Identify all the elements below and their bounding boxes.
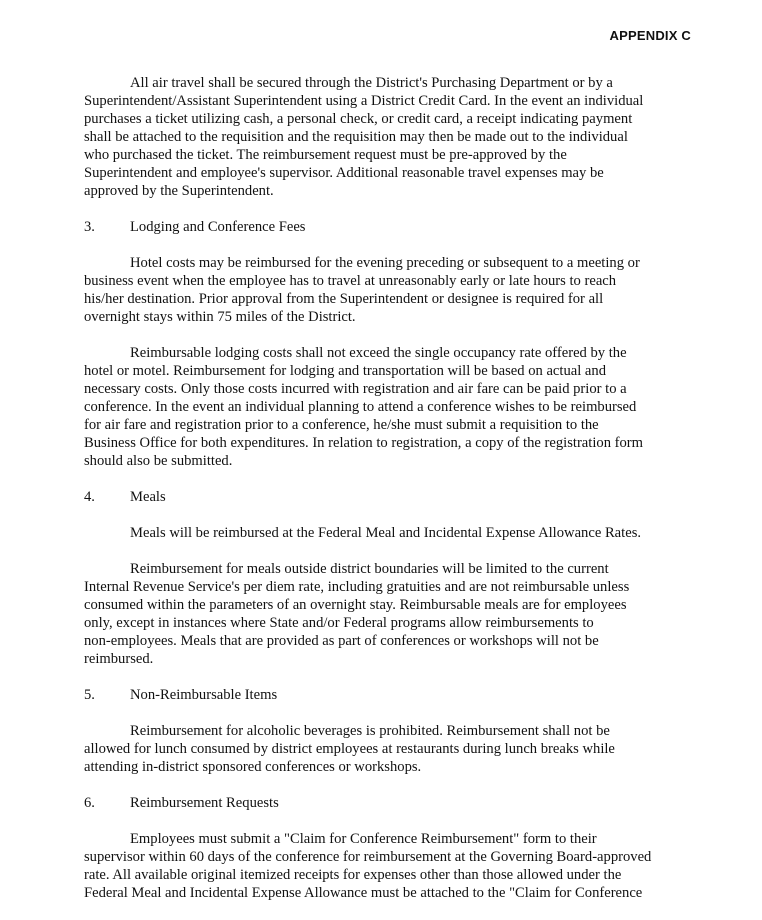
section-number: 4. xyxy=(84,489,95,505)
text-line: Federal Meal and Incidental Expense Allowance must be attached to the "Claim for Conference xyxy=(84,885,643,901)
meals-paragraph-1 xyxy=(84,524,696,542)
meals-paragraph-2 xyxy=(84,560,696,668)
text-line: consumed within the parameters of an overnight stay. Reimbursable meals are for employees xyxy=(84,597,627,613)
text-line: should also be submitted. xyxy=(84,453,233,469)
section-number: 3. xyxy=(84,219,95,235)
text-line: Reimbursement for alcoholic beverages is prohibited. Reimbursement shall not be xyxy=(130,723,610,739)
section-title: Reimbursement Requests xyxy=(130,795,279,811)
text-line: Superintendent and employee's supervisor. Additional reasonable travel expenses may be xyxy=(84,165,604,181)
lodging-paragraph-1 xyxy=(84,254,696,326)
section-number: 6. xyxy=(84,795,95,811)
text-line: purchases a ticket utilizing cash, a personal check, or credit card, a receipt indicating payment xyxy=(84,111,633,127)
text-line: business event when the employee has to travel at unreasonably early or late hours to reach xyxy=(84,273,617,289)
text-line: for air fare and registration prior to a conference, he/she must submit a requisition to the xyxy=(84,417,599,433)
document-body xyxy=(84,74,696,920)
section-heading-non-reimbursable xyxy=(84,686,696,704)
section-title: Lodging and Conference Fees xyxy=(130,219,306,235)
text-line: reimbursed. xyxy=(84,651,154,667)
text-line: conference. In the event an individual planning to attend a conference wishes to be reimbursed xyxy=(84,399,637,415)
lodging-paragraph-2 xyxy=(84,344,696,470)
section-title: Non-Reimbursable Items xyxy=(130,687,278,703)
text-line: overnight stays within 75 miles of the District. xyxy=(84,309,356,325)
text-line: Superintendent/Assistant Superintendent using a District Credit Card. In the event an individual xyxy=(84,93,644,109)
section-heading-reimbursement-requests xyxy=(84,794,696,812)
intro-paragraph xyxy=(84,74,696,200)
text-line: Business Office for both expenditures. In relation to registration, a copy of the registration form xyxy=(84,435,644,451)
text-line: non-employees. Meals that are provided as part of conferences or workshops will not be xyxy=(84,633,599,649)
text-line: rate. All available original itemized receipts for expenses other than those allowed under the xyxy=(84,867,622,883)
reimbursement-requests-paragraph xyxy=(84,830,696,902)
text-line: Meals will be reimbursed at the Federal Meal and Incidental Expense Allowance Rates. xyxy=(130,525,642,541)
text-line: who purchased the ticket. The reimbursement request must be pre-approved by the xyxy=(84,147,567,163)
text-line: Hotel costs may be reimbursed for the evening preceding or subsequent to a meeting or xyxy=(130,255,640,271)
text-line: approved by the Superintendent. xyxy=(84,183,274,199)
text-line: hotel or motel. Reimbursement for lodging and transportation will be based on actual and xyxy=(84,363,607,379)
text-line: Employees must submit a "Claim for Conference Reimbursement" form to their xyxy=(130,831,597,847)
text-line: attending in-district sponsored conferences or workshops. xyxy=(84,759,422,775)
text-line: supervisor within 60 days of the conference for reimbursement at the Governing Board-approved xyxy=(84,849,652,865)
appendix-label: APPENDIX C xyxy=(609,28,691,43)
text-line: only, except in instances where State and/or Federal programs allow reimbursements to xyxy=(84,615,594,631)
section-title: Meals xyxy=(130,489,166,505)
text-line: Reimbursement for meals outside district boundaries will be limited to the current xyxy=(130,561,609,577)
section-heading-meals xyxy=(84,488,696,506)
text-line: shall be attached to the requisition and the requisition may then be made out to the individual xyxy=(84,129,628,145)
text-line: allowed for lunch consumed by district employees at restaurants during lunch breaks while xyxy=(84,741,615,757)
text-line: Reimbursable lodging costs shall not exceed the single occupancy rate offered by the xyxy=(130,345,627,361)
text-line: All air travel shall be secured through the District's Purchasing Department or by a xyxy=(130,75,613,91)
section-heading-lodging xyxy=(84,218,696,236)
text-line: Internal Revenue Service's per diem rate, including gratuities and are not reimbursable unless xyxy=(84,579,630,595)
non-reimbursable-paragraph xyxy=(84,722,696,776)
section-number: 5. xyxy=(84,687,95,703)
text-line: his/her destination. Prior approval from the Superintendent or designee is required for all xyxy=(84,291,604,307)
text-line: necessary costs. Only those costs incurred with registration and air fare can be paid prior to a xyxy=(84,381,627,397)
